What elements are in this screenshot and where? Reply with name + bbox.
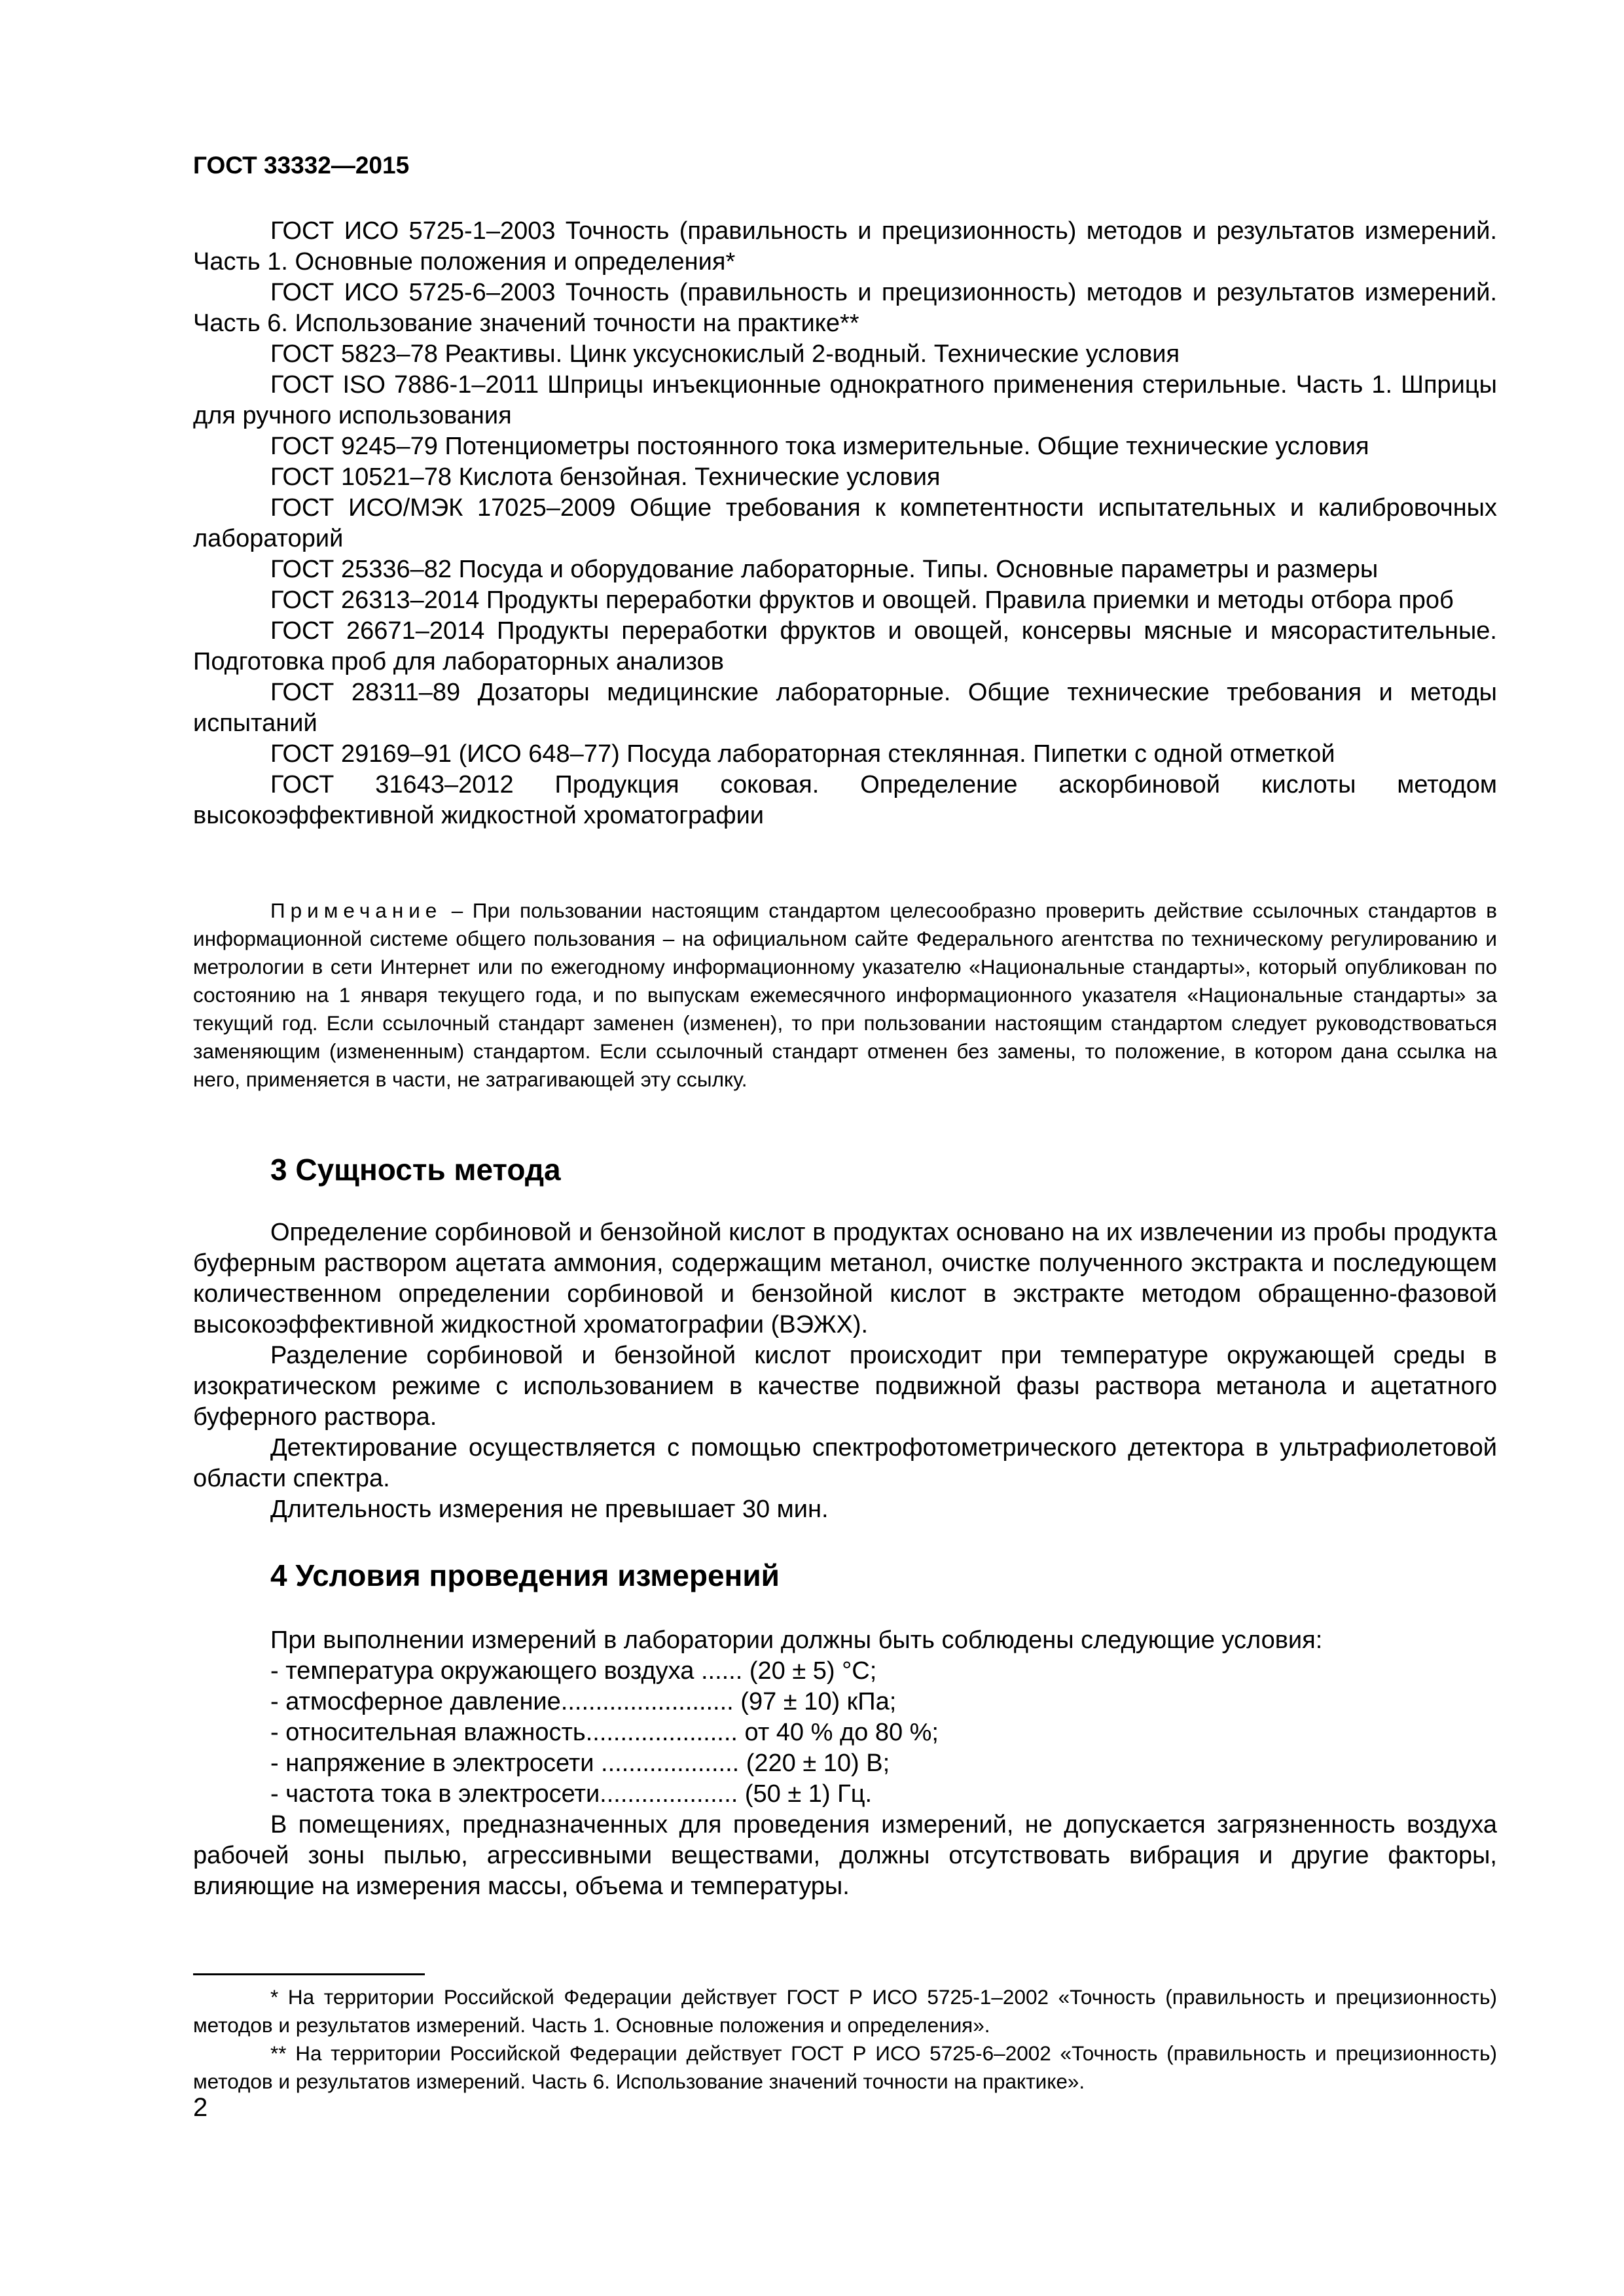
note-paragraph bbox=[193, 897, 1497, 1094]
reference-item: ГОСТ ISO 7886-1–2011 Шприцы инъекционные однократного применения стерильные. Часть 1. Шприцы для ручного использования bbox=[193, 371, 1497, 429]
reference-item: ГОСТ 26313–2014 Продукты переработки фруктов и овощей. Правила приемки и методы отбора проб bbox=[270, 586, 1454, 614]
reference-item: ГОСТ 28311–89 Дозаторы медицинские лабораторные. Общие технические требования и методы испытаний bbox=[193, 679, 1497, 737]
reference-item: ГОСТ 9245–79 Потенциометры постоянного тока измерительные. Общие технические условия bbox=[270, 433, 1369, 460]
reference-item: ГОСТ 10521–78 Кислота бензойная. Технические условия bbox=[270, 463, 941, 491]
section-3-title: 3 Сущность метода bbox=[270, 1153, 561, 1187]
footnote-item: ** На территории Российской Федерации действует ГОСТ Р ИСО 5725-6–2002 «Точность (правильность и прецизионность) методов и результатов измерений. Часть 6. Использование значений точности на практике». bbox=[193, 2041, 1497, 2093]
footnotes bbox=[193, 1983, 1497, 2096]
footnote-separator bbox=[193, 1973, 425, 1975]
section-4-closing: В помещениях, предназначенных для проведения измерений, не допускается загрязненность воздуха рабочей зоны пылью, агрессивными веществами, должны отсутствовать вибрация и другие факторы, влияющие на измерения массы, объема и температуры. bbox=[193, 1811, 1497, 1900]
condition-item: - температура окружающего воздуха ...... (20 ± 5) °С; bbox=[270, 1657, 877, 1685]
section-3-paragraph: Длительность измерения не превышает 30 мин. bbox=[270, 1496, 829, 1523]
section-3-body bbox=[193, 1217, 1497, 1525]
section-3-paragraph: Определение сорбиновой и бензойной кислот в продуктах основано на их извлечении из пробы продукта буферным раствором ацетата аммония, содержащим метанол, очистке полученного экстракта и последующем количественном определении сорбиновой и бензойной кислот в экстракте методом обращенно-фазовой высокоэффективной жидкостной хроматографии (ВЭЖХ). bbox=[193, 1219, 1497, 1338]
note-text: – При пользовании настоящим стандартом целесообразно проверить действие ссылочных стандартов в информационной системе общего пользования – на официальном сайте Федерального агентства по техническому регулированию и метрологии в сети Интернет или по ежегодному информационному указателю «Национальные стандарты», который опубликован по состоянию на 1 января текущего года, и по выпускам ежемесячного информационного указателя «Национальные стандарты» за текущий год. Если ссылочный стандарт заменен (изменен), то при пользовании настоящим стандартом следует руководствоваться заменяющим (измененным) стандартом. Если ссылочный стандарт отменен без замены, то положение, в котором дана ссылка на него, применяется в части, не затрагивающей эту ссылку. bbox=[193, 899, 1497, 1091]
reference-item: ГОСТ 25336–82 Посуда и оборудование лабораторные. Типы. Основные параметры и размеры bbox=[270, 556, 1379, 583]
reference-item: ГОСТ 5823–78 Реактивы. Цинк уксуснокислый 2-водный. Технические условия bbox=[270, 340, 1180, 368]
page-number: 2 bbox=[193, 2093, 208, 2122]
section-4-intro: При выполнении измерений в лаборатории должны быть соблюдены следующие условия: bbox=[270, 1626, 1323, 1654]
reference-item: ГОСТ ИСО 5725-1–2003 Точность (правильность и прецизионность) методов и результатов измерений. Часть 1. Основные положения и определения* bbox=[193, 217, 1497, 276]
reference-item: ГОСТ 26671–2014 Продукты переработки фруктов и овощей, консервы мясные и мясорастительные. Подготовка проб для лабораторных анализов bbox=[193, 617, 1497, 675]
section-3-paragraph: Разделение сорбиновой и бензойной кислот происходит при температуре окружающей среды в изократическом режиме с использованием в качестве подвижной фазы раствора метанола и ацетатного буферного раствора. bbox=[193, 1342, 1497, 1431]
condition-item: - относительная влажность...................... от 40 % до 80 %; bbox=[270, 1719, 939, 1746]
reference-item: ГОСТ ИСО/МЭК 17025–2009 Общие требования к компетентности испытательных и калибровочных лабораторий bbox=[193, 494, 1497, 552]
reference-item: ГОСТ 31643–2012 Продукция соковая. Определение аскорбиновой кислоты методом высокоэффективной жидкостной хроматографии bbox=[193, 771, 1497, 829]
section-4-title: 4 Условия проведения измерений bbox=[270, 1558, 780, 1592]
normative-references-list bbox=[193, 216, 1497, 831]
footnote-item: * На территории Российской Федерации действует ГОСТ Р ИСО 5725-1–2002 «Точность (правильность и прецизионность) методов и результатов измерений. Часть 1. Основные положения и определения». bbox=[193, 1985, 1497, 2037]
condition-item: - частота тока в электросети.................... (50 ± 1) Гц. bbox=[270, 1780, 873, 1808]
section-4-body bbox=[193, 1625, 1497, 1902]
condition-item: - напряжение в электросети .................... (220 ± 10) В; bbox=[270, 1749, 890, 1777]
section-3-paragraph: Детектирование осуществляется с помощью спектрофотометрического детектора в ультрафиолетовой области спектра. bbox=[193, 1434, 1497, 1492]
reference-item: ГОСТ 29169–91 (ИСО 648–77) Посуда лабораторная стеклянная. Пипетки с одной отметкой bbox=[270, 740, 1335, 768]
note-block bbox=[193, 897, 1497, 1094]
reference-item: ГОСТ ИСО 5725-6–2003 Точность (правильность и прецизионность) методов и результатов измерений. Часть 6. Использование значений точности на практике** bbox=[193, 279, 1497, 337]
condition-item: - атмосферное давление......................... (97 ± 10) кПа; bbox=[270, 1688, 897, 1715]
note-label: Примечание bbox=[270, 899, 442, 922]
document-header: ГОСТ 33332—2015 bbox=[193, 152, 410, 179]
